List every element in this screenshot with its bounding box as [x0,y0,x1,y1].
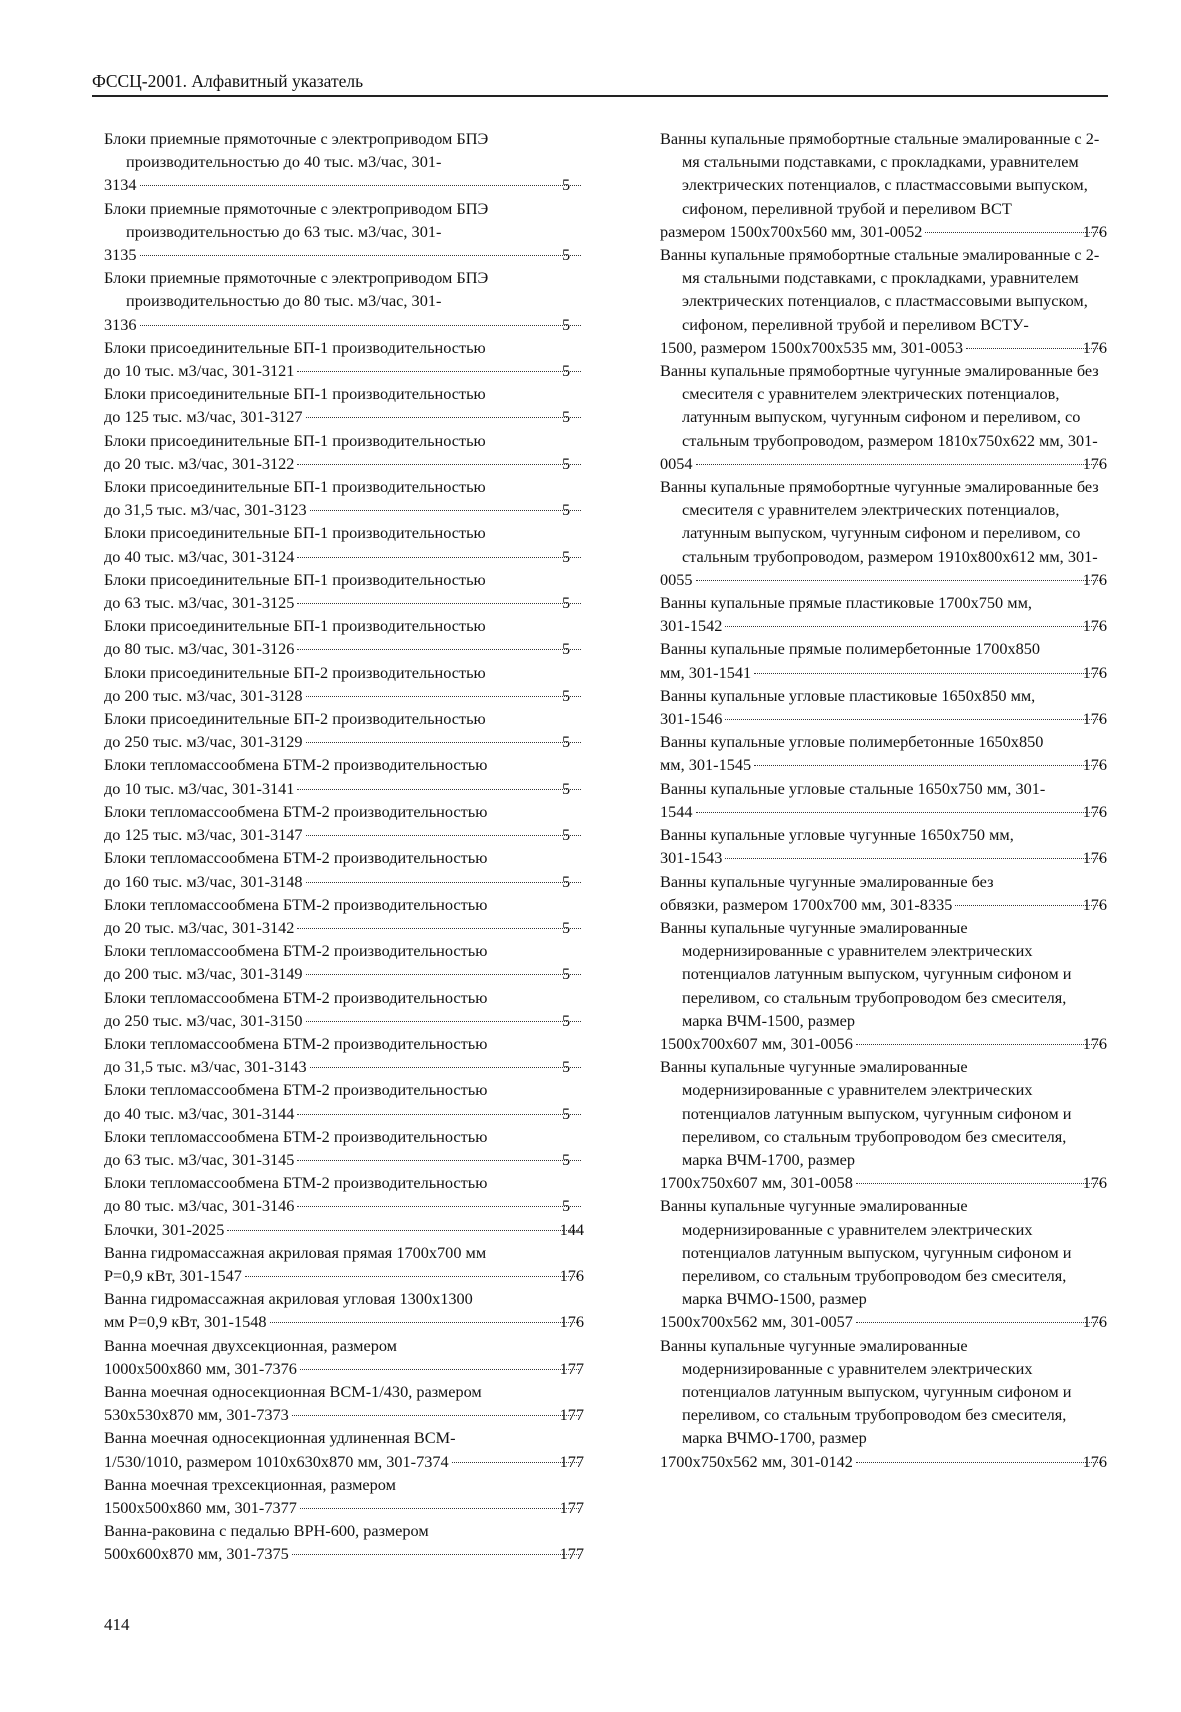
entry-tail-line: до 125 тыс. м3/час, 301-3127 5 [126,405,584,428]
entry-tail-text: до 63 тыс. м3/час, 301-3145 [104,1149,295,1169]
entry-page-ref: 176 [1082,848,1107,868]
entry-tail-text: до 80 тыс. м3/час, 301-3146 [104,1196,295,1216]
entry-text: Блоки тепломассообмена БТМ-2 производительностью [104,801,488,821]
entry-tail-line: до 63 тыс. м3/час, 301-3125 5 [126,591,584,614]
entry-tail-text: до 40 тыс. м3/час, 301-3124 [104,546,295,566]
dot-leader [297,464,581,465]
dot-leader [754,673,1101,674]
index-column-left [104,127,584,1566]
index-entry [660,1334,1107,1473]
entry-tail-text: до 20 тыс. м3/час, 301-3142 [104,917,295,937]
entry-tail-text: 301-1543 [660,848,723,868]
entry-text: Блоки приемные прямоточные с электроприводом БПЭ производительностью до 63 тыс. м3/час, 301- [104,198,489,241]
index-entry [104,1125,584,1171]
entry-tail-text: до 200 тыс. м3/час, 301-3149 [104,964,303,984]
index-entry [660,916,1107,1055]
entry-tail-text: 1/530/1010, размером 1010х630х870 мм, 301-7374 [104,1451,449,1471]
entry-tail-text: до 250 тыс. м3/час, 301-3150 [104,1010,303,1030]
entry-tail-line [104,1450,584,1473]
index-entry [104,568,584,614]
dot-leader [270,1322,579,1323]
entry-text: Блоки приемные прямоточные с электроприводом БПЭ производительностью до 80 тыс. м3/час, 301- [104,268,489,311]
entry-page-ref: 177 [559,1497,584,1517]
index-entry [660,823,1107,869]
dot-leader [140,325,581,326]
entry-tail-line: до 250 тыс. м3/час, 301-3150 5 [126,1009,584,1032]
entry-text: Блоки присоединительные БП-1 производительностью [104,337,486,357]
entry-tail-text: 1700х750х562 мм, 301-0142 [660,1451,853,1471]
index-entry [104,753,584,799]
entry-tail-text: 1500х700х562 мм, 301-0057 [660,1312,853,1332]
entry-text: Ванна моечная трехсекционная, размером [104,1474,396,1494]
index-entry [104,1426,584,1472]
dot-leader [297,1206,581,1207]
index-entry [104,127,584,197]
entry-page-ref: 177 [559,1451,584,1471]
entry-tail-text: до 63 тыс. м3/час, 301-3125 [104,593,295,613]
dot-leader [140,255,581,256]
entry-text: Ванны купальные прямобортные стальные эмалированные с 2-мя стальными подставками, с прокладками, уравнителем электрических потенциалов, с пластмассовыми выпуском, сифоном, переливной трубой и переливом ВСТ [660,129,1100,218]
dot-leader [754,765,1101,766]
dot-leader [292,1415,579,1416]
entry-page-ref: 176 [1082,801,1107,821]
entry-tail-text: до 125 тыс. м3/час, 301-3147 [104,825,303,845]
entry-page-ref: 176 [1082,1451,1107,1471]
entry-tail-text: до 10 тыс. м3/час, 301-3121 [104,361,295,381]
index-entry [660,475,1107,591]
dot-leader [856,1044,1102,1045]
entry-text: Ванна гидромассажная акриловая угловая 1300х1300 [104,1289,473,1309]
entry-tail-text: до 20 тыс. м3/час, 301-3122 [104,453,295,473]
index-entry [104,266,584,336]
entry-tail-text: 301-1546 [660,709,723,729]
entry-text: Блоки присоединительные БП-1 производительностью [104,430,486,450]
entry-tail-text: размером 1500х700х560 мм, 301-0052 [660,221,923,241]
entry-text: Блоки тепломассообмена БТМ-2 производительностью [104,1033,488,1053]
entry-tail-line: до 40 тыс. м3/час, 301-3144 5 [126,1102,584,1125]
entry-tail-text: до 160 тыс. м3/час, 301-3148 [104,871,303,891]
entry-tail-text: 0054 [660,453,693,473]
entry-tail-line [104,1310,584,1333]
entry-tail-line [660,568,1107,591]
index-entry [104,661,584,707]
index-entry [660,359,1107,475]
entry-tail-line: до 160 тыс. м3/час, 301-3148 5 [126,870,584,893]
entry-tail-text: мм, 301-1545 [660,755,752,775]
entry-tail-line: 3136 5 [126,313,584,336]
entry-tail-line [660,1310,1107,1333]
entry-text: Блоки присоединительные БП-1 производительностью [104,616,486,636]
entry-text: Блоки тепломассообмена БТМ-2 производительностью [104,894,488,914]
dot-leader [725,858,1101,859]
entry-text: Ванны купальные чугунные эмалированные модернизированные с уравнителем электрических потенциалов латунным выпуском, чугунным сифоном и переливом, со стальным трубопроводом без смесителя, марка ВЧМ-1500, размер [660,917,1072,1030]
entry-tail-line: до 63 тыс. м3/час, 301-3145 5 [126,1148,584,1171]
entry-tail-text: обвязки, размером 1700х700 мм, 301-8335 [660,894,953,914]
entry-tail-text: 0055 [660,569,693,589]
entry-tail-text: до 40 тыс. м3/час, 301-3144 [104,1103,295,1123]
entry-text: Блоки тепломассообмена БТМ-2 производительностью [104,1173,488,1193]
entry-tail-line: до 200 тыс. м3/час, 301-3128 5 [126,684,584,707]
entry-page-ref: 176 [1082,337,1107,357]
page-header: ФССЦ-2001. Алфавитный указатель [92,71,364,91]
index-entry [104,1287,584,1333]
entry-page-ref: 176 [1082,894,1107,914]
dot-leader [725,626,1101,627]
entry-text: Блоки присоединительные БП-2 производительностью [104,709,486,729]
entry-tail-text: мм, 301-1541 [660,662,752,682]
dot-leader [300,1508,579,1509]
entry-tail-line: 3135 5 [126,243,584,266]
entry-tail-line: до 250 тыс. м3/час, 301-3129 5 [126,730,584,753]
entry-text: Ванна моечная односекционная удлиненная ВСМ- [104,1428,456,1448]
index-entry [104,521,584,567]
entry-tail-text: до 250 тыс. м3/час, 301-3129 [104,732,303,752]
entry-text: Ванны купальные прямые полимербетонные 1700х850 [660,639,1041,659]
entry-tail-line [104,1218,584,1241]
index-entry [104,429,584,475]
entry-tail-line [660,1032,1107,1055]
entry-tail-text: 3136 [104,314,137,334]
index-entry [660,127,1107,243]
entry-page-ref: 176 [1082,1312,1107,1332]
dot-leader [227,1230,578,1231]
dot-leader [297,649,581,650]
entry-text: Ванна гидромассажная акриловая прямая 1700х700 мм [104,1242,487,1262]
dot-leader [300,1369,579,1370]
dot-leader [306,417,581,418]
entry-text: Ванны купальные угловые чугунные 1650х750 мм, [660,825,1014,845]
entry-text: Ванны купальные прямобортные чугунные эмалированные без смесителя с уравнителем электрических потенциалов, латунным выпуском, чугунным сифоном и переливом, со стальным трубопроводом, размером 1910х800х612 мм, 301- [660,477,1099,566]
entry-tail-line [104,1496,584,1519]
index-entry [104,1218,584,1241]
entry-text: Ванны купальные прямые пластиковые 1700х750 мм, [660,593,1032,613]
index-entry [104,382,584,428]
entry-tail-text: 3134 [104,175,137,195]
entry-text: Блоки тепломассообмена БТМ-2 производительностью [104,1126,488,1146]
index-entry [104,1032,584,1078]
entry-page-ref: 176 [1082,709,1107,729]
entry-tail-text: 530х530х870 мм, 301-7373 [104,1405,289,1425]
dot-leader [297,371,581,372]
index-entry [104,1473,584,1519]
entry-tail-line [660,846,1107,869]
entry-tail-text: до 80 тыс. м3/час, 301-3126 [104,639,295,659]
entry-text: Блоки тепломассообмена БТМ-2 производительностью [104,755,488,775]
index-entry [104,1241,584,1287]
entry-tail-text: до 200 тыс. м3/час, 301-3128 [104,685,303,705]
dot-leader [452,1462,579,1463]
entry-tail-line [660,1450,1107,1473]
entry-tail-text: 1500х700х607 мм, 301-0056 [660,1033,853,1053]
entry-tail-line [660,614,1107,637]
entry-text: Блоки тепломассообмена БТМ-2 производительностью [104,987,488,1007]
entry-tail-line: до 125 тыс. м3/час, 301-3147 5 [126,823,584,846]
entry-text: Ванны купальные чугунные эмалированные без [660,871,994,891]
entry-tail-line: до 31,5 тыс. м3/час, 301-3123 5 [126,498,584,521]
entry-tail-text: 1500, размером 1500х700х535 мм, 301-0053 [660,337,964,357]
entry-text: Ванны купальные прямобортные чугунные эмалированные без смесителя с уравнителем электрических потенциалов, латунным выпуском, чугунным сифоном и переливом, со стальным трубопроводом, размером 1810х750х622 мм, 301- [660,361,1099,450]
dot-leader [955,905,1101,906]
index-entry [104,893,584,939]
index-entry [660,777,1107,823]
index-entry [104,1334,584,1380]
entry-tail-text: до 125 тыс. м3/час, 301-3127 [104,407,303,427]
entry-page-ref: 176 [1082,662,1107,682]
dot-leader [925,232,1101,233]
dot-leader [725,719,1101,720]
entry-tail-line [660,707,1107,730]
dot-leader [245,1276,579,1277]
dot-leader [966,348,1102,349]
entry-tail-line: до 20 тыс. м3/час, 301-3142 5 [126,916,584,939]
entry-tail-line: до 20 тыс. м3/час, 301-3122 5 [126,452,584,475]
index-entry [104,475,584,521]
entry-text: Блоки тепломассообмена БТМ-2 производительностью [104,941,488,961]
entry-text: Ванны купальные угловые пластиковые 1650х850 мм, [660,685,1036,705]
entry-tail-line: до 80 тыс. м3/час, 301-3126 5 [126,637,584,660]
dot-leader [297,603,581,604]
index-entry [104,197,584,267]
entry-tail-line: до 10 тыс. м3/час, 301-3141 5 [126,777,584,800]
index-entry [660,1194,1107,1333]
entry-text: Ванна моечная односекционная ВСМ-1/430, размером [104,1381,482,1401]
entry-page-ref: 176 [1082,1173,1107,1193]
dot-leader [297,557,581,558]
dot-leader [696,580,1102,581]
dot-leader [306,742,581,743]
entry-page-ref: 176 [1082,221,1107,241]
entry-text: Блоки приемные прямоточные с электроприводом БПЭ производительностью до 40 тыс. м3/час, 301- [104,129,489,172]
entry-tail-text: 500х600х870 мм, 301-7375 [104,1544,289,1564]
entry-text: Блоки присоединительные БП-1 производительностью [104,523,486,543]
entry-page-ref: 176 [1082,755,1107,775]
dot-leader [856,1183,1102,1184]
index-entry [104,939,584,985]
dot-leader [306,1021,581,1022]
dot-leader [696,464,1102,465]
index-entry [104,986,584,1032]
dot-leader [297,928,581,929]
dot-leader [306,882,581,883]
index-entry [104,707,584,753]
header-rule [92,95,1108,97]
entry-tail-text: 1000х500х860 мм, 301-7376 [104,1358,297,1378]
entry-page-ref: 176 [1082,1033,1107,1053]
entry-tail-line: до 10 тыс. м3/час, 301-3121 5 [126,359,584,382]
entry-tail-text: 1700х750х607 мм, 301-0058 [660,1173,853,1193]
entry-text: Блоки присоединительные БП-1 производительностью [104,384,486,404]
index-entry [660,730,1107,776]
entry-tail-line: до 80 тыс. м3/час, 301-3146 5 [126,1194,584,1217]
entry-tail-text: 1544 [660,801,693,821]
entry-page-ref: 177 [559,1358,584,1378]
dot-leader [306,696,581,697]
entry-tail-line [660,1171,1107,1194]
entry-tail-line [660,800,1107,823]
dot-leader [297,1160,581,1161]
entry-tail-text: Р=0,9 кВт, 301-1547 [104,1265,242,1285]
entry-tail-line [660,893,1107,916]
entry-text: Блоки присоединительные БП-2 производительностью [104,662,486,682]
entry-text: Ванны купальные чугунные эмалированные модернизированные с уравнителем электрических потенциалов латунным выпуском, чугунным сифоном и переливом, со стальным трубопроводом без смесителя, марка ВЧМ-1700, размер [660,1057,1072,1169]
index-entry [104,846,584,892]
index-entry [660,637,1107,683]
entry-text: Блоки присоединительные БП-1 производительностью [104,569,486,589]
index-entry [104,800,584,846]
dot-leader [310,510,581,511]
dot-leader [297,789,581,790]
index-entry [660,243,1107,359]
entry-page-ref: 177 [559,1405,584,1425]
entry-text: Блоки тепломассообмена БТМ-2 производительностью [104,848,488,868]
dot-leader [856,1322,1102,1323]
dot-leader [140,185,581,186]
entry-text: Ванна моечная двухсекционная, размером [104,1335,397,1355]
entry-tail-line [660,753,1107,776]
dot-leader [306,835,581,836]
entry-tail-line [104,1542,584,1565]
index-column-right [660,127,1107,1473]
entry-text: Блоки присоединительные БП-1 производительностью [104,477,486,497]
entry-page-ref: 144 [559,1219,584,1239]
entry-tail-text: до 31,5 тыс. м3/час, 301-3143 [104,1057,307,1077]
entry-page-ref: 177 [559,1544,584,1564]
page-number: 414 [104,1615,130,1634]
entry-tail-line [104,1357,584,1380]
dot-leader [310,1067,581,1068]
dot-leader [306,974,581,975]
entry-tail-text: мм Р=0,9 кВт, 301-1548 [104,1312,267,1332]
entry-text: Ванны купальные угловые полимербетонные 1650х850 [660,732,1044,752]
dot-leader [696,812,1102,813]
index-entry [660,591,1107,637]
entry-tail-text: 1500х500х860 мм, 301-7377 [104,1497,297,1517]
entry-text: Ванны купальные чугунные эмалированные модернизированные с уравнителем электрических потенциалов латунным выпуском, чугунным сифоном и переливом, со стальным трубопроводом без смесителя, марка ВЧМО-1700, размер [660,1335,1072,1448]
index-entry [104,1519,584,1565]
index-entry [660,870,1107,916]
entry-tail-line: до 31,5 тыс. м3/час, 301-3143 5 [126,1055,584,1078]
entry-tail-text: Блочки, 301-2025 [104,1219,225,1239]
dot-leader [297,1114,581,1115]
entry-tail-text: до 31,5 тыс. м3/час, 301-3123 [104,500,307,520]
entry-tail-text: 3135 [104,245,137,265]
index-entry [660,1055,1107,1194]
index-entry [104,1171,584,1217]
entry-page-ref: 176 [559,1265,584,1285]
entry-text: Ванны купальные угловые стальные 1650х750 мм, 301- [660,778,1046,798]
entry-text: Блоки тепломассообмена БТМ-2 производительностью [104,1080,488,1100]
entry-tail-line [660,661,1107,684]
entry-text: Ванны купальные прямобортные стальные эмалированные с 2-мя стальными подставками, с прокладками, уравнителем электрических потенциалов, с пластмассовыми выпуском, сифоном, переливной трубой и переливом ВСТУ- [660,245,1100,334]
dot-leader [292,1554,579,1555]
index-entry [660,684,1107,730]
entry-tail-line: до 40 тыс. м3/час, 301-3124 5 [126,545,584,568]
entry-page-ref: 176 [1082,569,1107,589]
entry-tail-line [660,220,1107,243]
entry-tail-line [104,1264,584,1287]
index-entry [104,614,584,660]
index-entry [104,336,584,382]
entry-tail-line: до 200 тыс. м3/час, 301-3149 5 [126,962,584,985]
entry-tail-text: 301-1542 [660,616,723,636]
dot-leader [856,1462,1102,1463]
entry-tail-line [660,336,1107,359]
entry-page-ref: 176 [559,1312,584,1332]
entry-tail-line [660,452,1107,475]
entry-text: Ванна-раковина с педалью ВРН-600, размером [104,1521,429,1541]
index-entry [104,1380,584,1426]
entry-page-ref: 176 [1082,616,1107,636]
entry-text: Ванны купальные чугунные эмалированные модернизированные с уравнителем электрических потенциалов латунным выпуском, чугунным сифоном и переливом, со стальным трубопроводом без смесителя, марка ВЧМО-1500, размер [660,1196,1072,1309]
index-entry [104,1078,584,1124]
entry-tail-line [104,1403,584,1426]
entry-page-ref: 176 [1082,453,1107,473]
entry-tail-line: 3134 5 [126,173,584,196]
entry-tail-text: до 10 тыс. м3/час, 301-3141 [104,778,295,798]
